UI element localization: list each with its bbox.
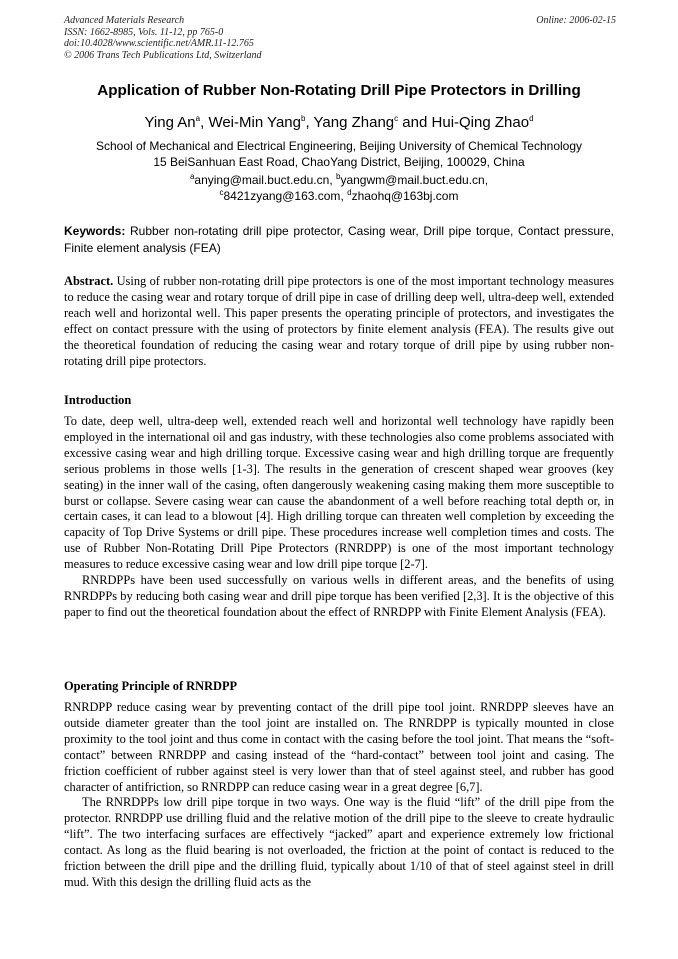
online-date: Online: 2006-02-15 [536, 15, 616, 26]
author-name: Wei-Min Yang [208, 114, 301, 131]
email-address[interactable]: anying@mail.buct.edu.cn [194, 173, 330, 187]
author-superscript: b [300, 114, 306, 123]
abstract [64, 274, 614, 369]
paragraph: The RNRDPPs low drill pipe torque in two ways. One way is the fluid “lift” of the drill pipe from the protector. RNRDPP use drilling fluid and the relative motion of the drill pipe to the sleeve to create hydraulic “lift”. The two interfacing surfaces are effectively “jacked” apart and experience extremely low frictional contact. As long as the fluid bearing is not overloaded, the friction at the point of contact is reduced to the friction between the drill pipe and the drilling fluid, typically about 1/10 of that of steel against steel in drill mud. With this design the drilling fluid acts as the [64, 795, 614, 889]
author-list: Ying An$^a$, Wei-Min Yang$^b$, Yang Zhang$^c$ and Hui-Qing Zhao$^d$ [144, 114, 534, 131]
doi-line[interactable]: doi:10.4028/www.scientific.net/AMR.11-12.765 [64, 38, 254, 49]
affiliation [40, 138, 638, 170]
journal-header [64, 15, 616, 61]
issn-line: ISSN: 1662-8985, Vols. 11-12, pp 765-0 [64, 26, 224, 38]
affiliation-line: School of Mechanical and Electrical Engineering, Beijing University of Chemical Technology [95, 139, 583, 153]
email-address[interactable]: 8421zyang@163.com [223, 189, 341, 203]
paragraph: RNRDPPs have been used successfully on various wells in different areas, and the benefits of using RNRDPPs by reducing both casing wear and drill pipe torque has been verified [2,3]. It is the objective of this paper to find out the theoretical foundation about the effect of RNRDPP with Finite Element Analysis (FEA). [64, 573, 614, 619]
paper-title: Application of Rubber Non-Rotating Drill Pipe Protectors in Drilling [97, 82, 581, 99]
paragraph: To date, deep well, ultra-deep well, extended reach well and horizontal well technology have rapidly been employed in the international oil and gas industry, with these technologies also come problems associated with excessive casing wear and high drilling torque. Excessive casing wear and high drilling torque are frequently serious problems in those wells [1-3]. The results in the generation of crescent shaped wear grooves (key seating) in the inner wall of the casing, often dangerously weakening casing making them more susceptible to burst or collapse. Severe casing wear can cause the abandonment of a well before reaching total depth or, in certain cases, it can lead to a blowout [4]. High drilling torque can threaten well completion by exceeding the capacity of Top Drive Systems or drill pipe. These procedures increase well completion times and costs. The use of Rubber Non-Rotating Drill Pipe Protectors (RNRDPP) is one of the most important technology measures to reduce excessive casing wear and low drill pipe torque [2-7]. [64, 414, 614, 572]
email-superscript: c [219, 188, 224, 197]
keywords-label: Keywords: [64, 224, 126, 238]
author-superscript: d [529, 114, 534, 123]
email-address[interactable]: yangwm@mail.buct.edu.cn [340, 173, 485, 187]
journal-name: Advanced Materials Research [64, 15, 185, 26]
abstract-label: Abstract. [64, 274, 114, 288]
section-heading-introduction: Introduction [64, 393, 132, 407]
email-superscript: d [347, 188, 352, 197]
email-superscript: b [336, 172, 341, 181]
email-list: $^a$anying@mail.buct.edu.cn, $^b$yangwm@mail.buct.edu.cn, $^c$8421zyang@163.com, $^d$zhaohq@163bj.com [189, 172, 489, 203]
copyright-line: © 2006 Trans Tech Publications Ltd, Switzerland [64, 49, 262, 61]
author-name: Hui-Qing Zhao [431, 114, 530, 131]
email-address[interactable]: zhaohq@163bj.com [351, 189, 459, 203]
keywords [64, 223, 614, 257]
email-superscript: a [189, 172, 195, 181]
paragraph: RNRDPP reduce casing wear by preventing contact of the drill pipe tool joint. RNRDPP sleeves have an outside diameter greater than the tool joint are installed on. The RNRDPP is typically mounted in close proximity to the tool joint and thus come in contact with the casing before the tool joint. That means the “soft-contact” between RNRDPP and casing instead of the “hard-contact” between tool joint and casing. The friction coefficient of rubber against steel is very lower than that of steel against steel, and rubber has good character of antifriction, so RNRDPP can reduce casing wear in a great degree [6,7]. [64, 700, 614, 794]
abstract-text: Using of rubber non-rotating drill pipe protectors is one of the most important technology measures to reduce the casing wear and rotary torque of drill pipe in case of drilling deep well, ultra-deep well, extended reach well and horizontal well. This paper presents the operating principle of protectors, and investigates the effect on contact pressure with the using of protectors by finite element analysis (FEA). The results give out the theoretical foundation of reducing the casing wear and rotary torque of drill pipe by using rubber non-rotating drill pipe protectors. [64, 274, 614, 368]
author-superscript: c [394, 114, 399, 123]
author-superscript: a [195, 114, 201, 123]
author-name: Yang Zhang [313, 114, 395, 131]
affiliation-address: 15 BeiSanhuan East Road, ChaoYang District, Beijing, 100029, China [153, 155, 525, 169]
author-name: Ying An [144, 114, 196, 131]
keywords-text: Rubber non-rotating drill pipe protector, Casing wear, Drill pipe torque, Contact pressure, Finite element analysis (FEA) [64, 224, 615, 255]
operating-principle-body [64, 700, 614, 891]
introduction-body [64, 414, 614, 621]
section-heading-operating-principle: Operating Principle of RNRDPP [64, 679, 238, 693]
